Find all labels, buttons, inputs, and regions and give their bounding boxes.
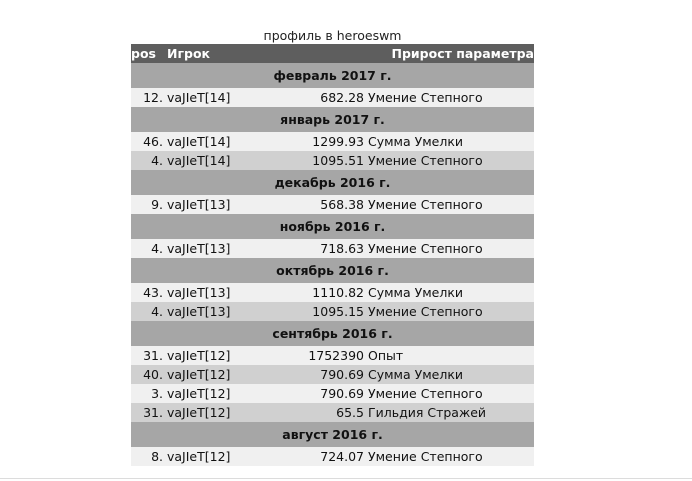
table-row: [131, 403, 534, 422]
month-header: [131, 170, 534, 195]
row-value: 790.69: [307, 365, 368, 384]
month-label: август 2016 г.: [131, 422, 534, 447]
month-header: [131, 107, 534, 132]
row-param: Умение Степного: [368, 195, 534, 214]
row-param: Умение Степного: [368, 447, 534, 466]
table-row: [131, 195, 534, 214]
row-pos: 12.: [131, 88, 167, 107]
table-row: [131, 88, 534, 107]
row-pos: 4.: [131, 302, 167, 321]
row-value: 724.07: [307, 447, 368, 466]
month-header: [131, 321, 534, 346]
row-param: Сумма Умелки: [368, 365, 534, 384]
table-row: [131, 151, 534, 170]
row-pos: 31.: [131, 346, 167, 365]
row-player-link[interactable]: vaJIeT[12]: [167, 403, 307, 422]
row-value: 718.63: [307, 239, 368, 258]
row-player-link[interactable]: vaJIeT[12]: [167, 447, 307, 466]
table-header: [131, 44, 534, 63]
row-param: Опыт: [368, 346, 534, 365]
row-value: 1752390: [307, 346, 368, 365]
table-row: [131, 346, 534, 365]
row-player-link[interactable]: vaJIeT[13]: [167, 195, 307, 214]
month-header: [131, 422, 534, 447]
row-param: Умение Степного: [368, 384, 534, 403]
row-param: Умение Степного: [368, 88, 534, 107]
row-pos: 31.: [131, 403, 167, 422]
row-value: 790.69: [307, 384, 368, 403]
row-pos: 9.: [131, 195, 167, 214]
row-player-link[interactable]: vaJIeT[12]: [167, 384, 307, 403]
row-player-link[interactable]: vaJIeT[13]: [167, 239, 307, 258]
row-param: Сумма Умелки: [368, 283, 534, 302]
month-header: [131, 214, 534, 239]
table-row: [131, 302, 534, 321]
header-growth: Прирост параметра: [307, 44, 534, 63]
table-row: [131, 447, 534, 466]
month-label: сентябрь 2016 г.: [131, 321, 534, 346]
table-row: [131, 239, 534, 258]
month-header: [131, 258, 534, 283]
stats-table: [131, 44, 534, 466]
row-pos: 40.: [131, 365, 167, 384]
row-value: 682.28: [307, 88, 368, 107]
row-param: Гильдия Стражей: [368, 403, 534, 422]
row-pos: 8.: [131, 447, 167, 466]
row-value: 1299.93: [307, 132, 368, 151]
month-label: февраль 2017 г.: [131, 63, 534, 88]
row-value: 65.5: [307, 403, 368, 422]
row-player-link[interactable]: vaJIeT[13]: [167, 302, 307, 321]
month-label: октябрь 2016 г.: [131, 258, 534, 283]
table-row: [131, 384, 534, 403]
row-pos: 3.: [131, 384, 167, 403]
row-player-link[interactable]: vaJIeT[14]: [167, 88, 307, 107]
table-row: [131, 283, 534, 302]
row-value: 568.38: [307, 195, 368, 214]
row-param: Сумма Умелки: [368, 132, 534, 151]
month-label: январь 2017 г.: [131, 107, 534, 132]
row-param: Умение Степного: [368, 302, 534, 321]
row-pos: 4.: [131, 239, 167, 258]
row-pos: 43.: [131, 283, 167, 302]
table-row: [131, 132, 534, 151]
month-label: декабрь 2016 г.: [131, 170, 534, 195]
page-divider: [0, 478, 692, 479]
row-player-link[interactable]: vaJIeT[14]: [167, 132, 307, 151]
row-pos: 4.: [131, 151, 167, 170]
header-pos: pos: [131, 44, 167, 63]
row-pos: 46.: [131, 132, 167, 151]
row-player-link[interactable]: vaJIeT[14]: [167, 151, 307, 170]
row-player-link[interactable]: vaJIeT[12]: [167, 346, 307, 365]
header-player: Игрок: [167, 44, 307, 63]
row-param: Умение Степного: [368, 239, 534, 258]
row-value: 1110.82: [307, 283, 368, 302]
row-player-link[interactable]: vaJIeT[12]: [167, 365, 307, 384]
profile-link[interactable]: профиль в heroeswm: [263, 28, 402, 43]
month-label: ноябрь 2016 г.: [131, 214, 534, 239]
table-row: [131, 365, 534, 384]
row-player-link[interactable]: vaJIeT[13]: [167, 283, 307, 302]
row-param: Умение Степного: [368, 151, 534, 170]
row-value: 1095.15: [307, 302, 368, 321]
month-header: [131, 63, 534, 88]
row-value: 1095.51: [307, 151, 368, 170]
